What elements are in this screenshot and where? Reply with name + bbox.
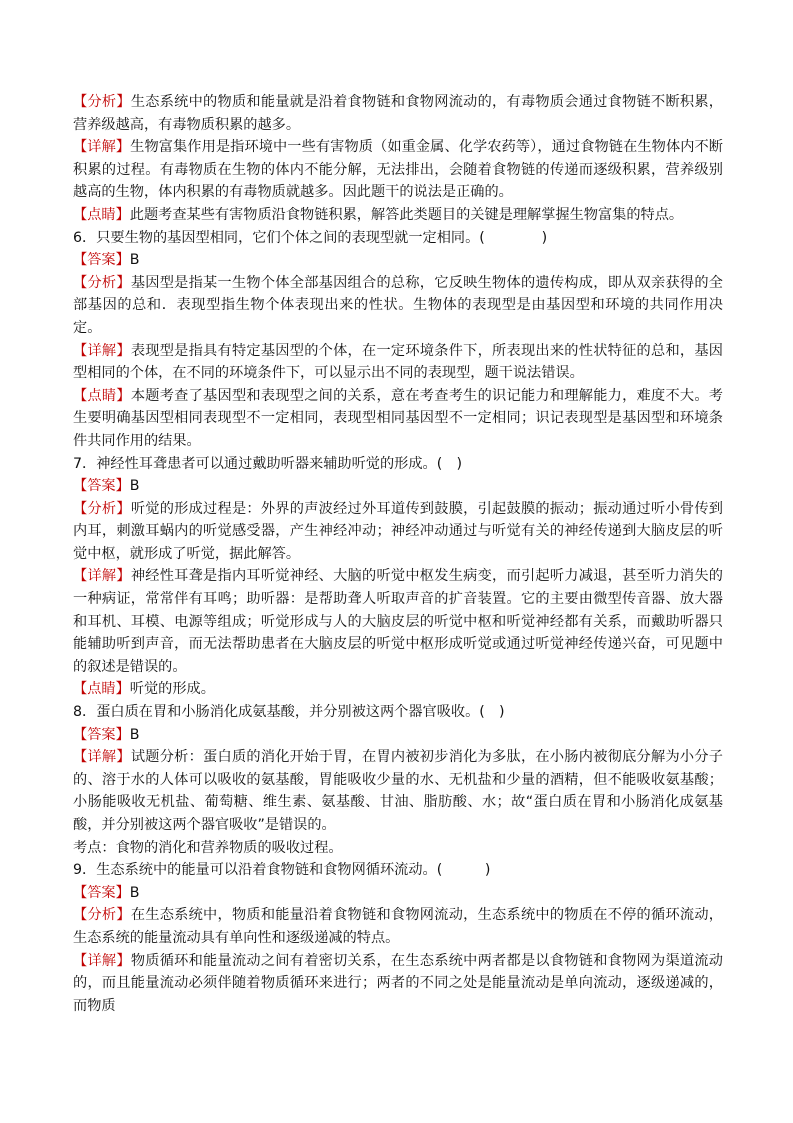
detail-paragraph [73, 136, 723, 204]
comment-paragraph [73, 204, 723, 227]
section-tag: 【详解】 [73, 342, 131, 359]
detail-paragraph [73, 746, 723, 836]
analysis-paragraph [73, 91, 723, 136]
answer-paragraph [73, 475, 723, 498]
analysis-paragraph [73, 272, 723, 340]
section-tag: 【详解】 [73, 952, 131, 969]
paragraph-text: B [129, 478, 140, 495]
answer-paragraph [73, 882, 723, 905]
paragraph-text: 本题考查了基因型和表现型之间的关系，意在考查考生的识记能力和理解能力，难度不大。考生要明确基因型相同表现型不一定相同，表现型相同基因型不一定相同；识记表现型是基因型和环境条件共同作用的结果。 [73, 387, 723, 449]
detail-paragraph [73, 340, 723, 385]
document-page [73, 91, 723, 1017]
section-tag: 【分析】 [73, 500, 131, 517]
paragraph-text: 神经性耳聋是指内耳听觉神经、大脑的听觉中枢发生病变，而引起听力减退，甚至听力消失的一种病证，常常伴有耳鸣；助听器：是帮助聋人听取声音的扩音装置。它的主要由微型传音器、放大器和耳机、耳模、电源等组成；听觉形成与人的大脑皮层的听觉中枢和听觉神经都有关系，而戴助听器只能辅助听到声音，而无法帮助患者在大脑皮层的听觉中枢形成听觉或通过听觉神经传递兴奋，可见题中的叙述是错误的。 [73, 568, 723, 675]
section-tag: 【详解】 [73, 568, 131, 585]
paragraph-text: 生态系统中的物质和能量就是沿着食物链和食物网流动的，有毒物质会通过食物链不断积累，营养级越高，有毒物质积累的越多。 [73, 94, 723, 133]
analysis-paragraph [73, 498, 723, 566]
paragraph-text: 此题考查某些有害物质沿食物链积累，解答此类题目的关键是理解掌握生物富集的特点。 [129, 206, 684, 223]
answer-paragraph [73, 249, 723, 272]
comment-paragraph [73, 385, 723, 453]
section-tag: 【点睛】 [73, 206, 130, 223]
section-tag: 【点睛】 [73, 387, 131, 404]
paragraph-text: 在生态系统中，物质和能量沿着食物链和食物网流动，生态系统中的物质在不停的循环流动，生态系统的能量流动具有单向性和逐级递减的特点。 [73, 907, 723, 946]
paragraph-text: B [129, 884, 140, 901]
comment-paragraph [73, 678, 723, 701]
section-tag: 【答案】 [73, 726, 130, 743]
section-tag: 【分析】 [73, 907, 131, 924]
section-tag: 【答案】 [73, 884, 130, 901]
question-9: 9．生态系统中的能量可以沿着食物链和食物网循环流动。( ) [73, 862, 491, 879]
section-tag: 【详解】 [73, 749, 131, 766]
answer-paragraph [73, 724, 723, 747]
detail-paragraph [73, 565, 723, 678]
analysis-paragraph [73, 904, 723, 949]
knowledge-point: 考点：食物的消化和营养物质的吸收过程。 [73, 839, 343, 856]
paragraph-text: 试题分析：蛋白质的消化开始于胃，在胃内被初步消化为多肽，在小肠内被彻底分解为小分子的、溶于水的人体可以吸收的氨基酸，胃能吸收少量的水、无机盐和少量的酒精，但不能吸收氨基酸；小肠能吸收无机盐、葡萄糖、维生素、氨基酸、甘油、脂肪酸、水；故“蛋白质在胃和小肠消化成氨基酸，并分别被这两个器官吸收”是错误的。 [73, 749, 723, 833]
section-tag: 【答案】 [73, 252, 130, 269]
section-tag: 【答案】 [73, 478, 130, 495]
paragraph-text: 听觉的形成过程是：外界的声波经过外耳道传到鼓膜，引起鼓膜的振动；振动通过听小骨传到内耳，刺激耳蜗内的听觉感受器，产生神经冲动；神经冲动通过与听觉有关的神经传递到大脑皮层的听觉中枢，就形成了听觉，据此解答。 [73, 500, 723, 562]
section-tag: 【点睛】 [73, 681, 130, 698]
question-8: 8．蛋白质在胃和小肠消化成氨基酸，并分别被这两个器官吸收。( ) [73, 704, 505, 721]
paragraph-text: B [129, 726, 140, 743]
question-7: 7．神经性耳聋患者可以通过戴助听器来辅助听觉的形成。( ) [73, 455, 462, 472]
paragraph-text: 物质循环和能量流动之间有着密切关系，在生态系统中两者都是以食物链和食物网为渠道流动的，而且能量流动必须伴随着物质循环来进行；两者的不同之处是能量流动是单向流动，逐级递减的，而物质 [73, 952, 723, 1014]
section-tag: 【分析】 [73, 274, 131, 291]
section-tag: 【分析】 [73, 94, 131, 110]
question-6: 6．只要生物的基因型相同，它们个体之间的表现型就一定相同。( ) [73, 229, 548, 246]
paragraph-text: 基因型是指某一生物个体全部基因组合的总称，它反映生物体的遗传构成，即从双亲获得的全部基因的总和．表现型指生物个体表现出来的性状。生物体的表现型是由基因型和环境的共同作用决定。 [73, 274, 723, 336]
section-tag: 【详解】 [73, 139, 131, 156]
paragraph-text: 生物富集作用是指环境中一些有害物质（如重金属、化学农药等），通过食物链在生物体内不断积累的过程。有毒物质在生物的体内不能分解，无法排出，会随着食物链的传递而逐级积累，营养级别越高的生物，体内积累的有毒物质就越多。因此题干的说法是正确的。 [73, 139, 723, 201]
paragraph-text: 听觉的形成。 [129, 681, 215, 698]
paragraph-text: B [129, 252, 140, 269]
paragraph-text: 表现型是指具有特定基因型的个体，在一定环境条件下，所表现出来的性状特征的总和，基因型相同的个体，在不同的环境条件下，可以显示出不同的表现型，题干说法错误。 [73, 342, 723, 382]
detail-paragraph [73, 950, 723, 1018]
